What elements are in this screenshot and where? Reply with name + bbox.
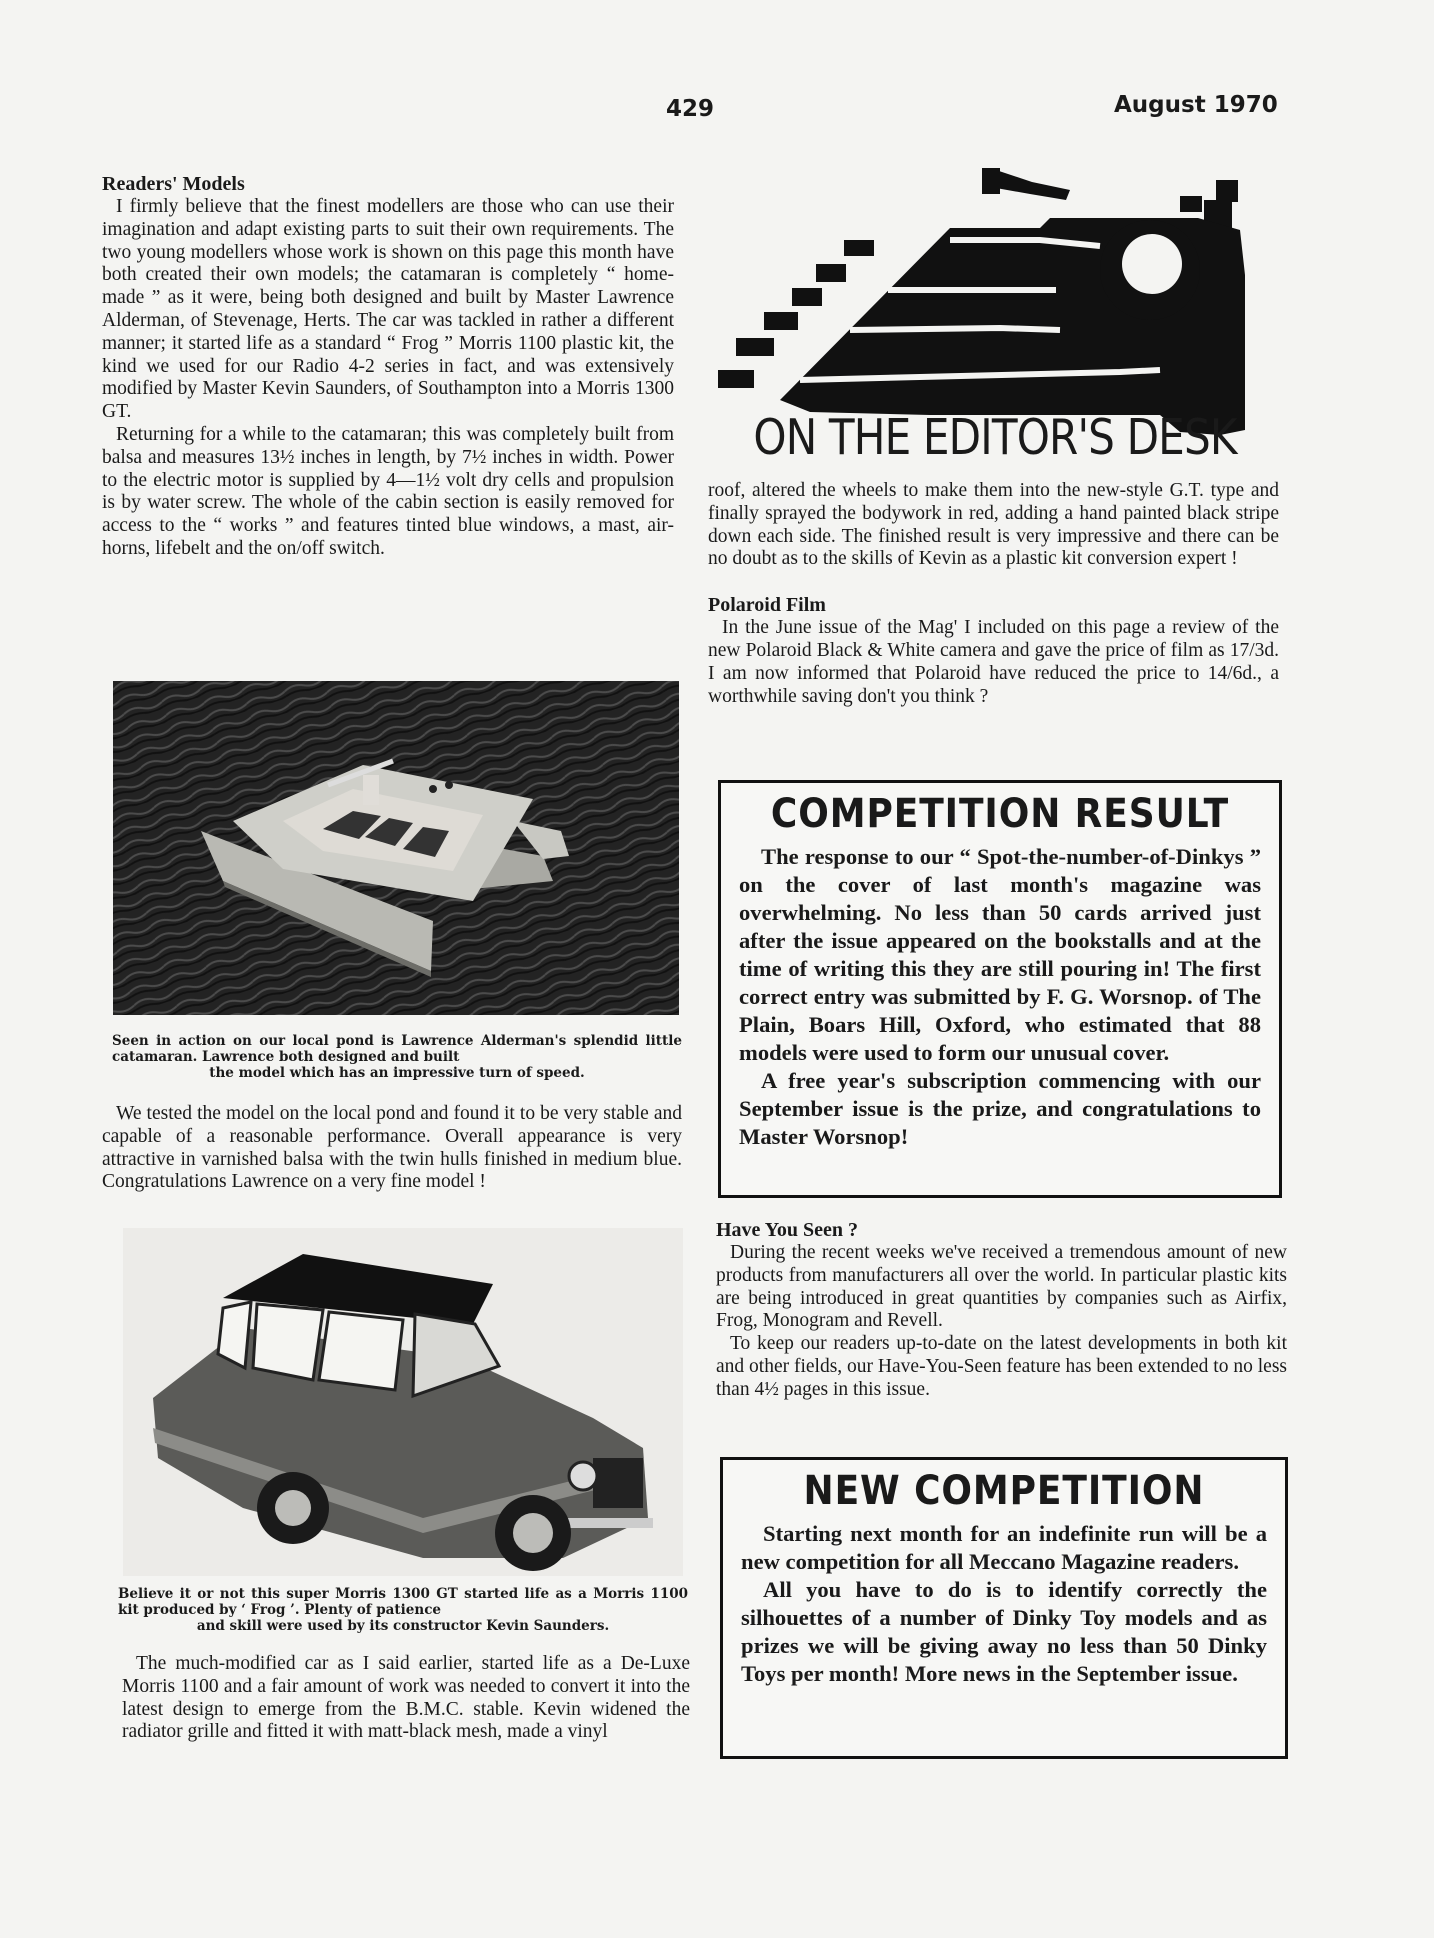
- morris-section: [122, 1653, 690, 1744]
- new-competition-body: [741, 1520, 1267, 1688]
- readers-models-heading: Readers' Models: [102, 173, 245, 195]
- have-you-seen-para-2: To keep our readers up-to-date on the latest developments in both kit and other fields, our Have-You-Seen feature has been extended to no less than 4½ pages in this issue.: [716, 1333, 1287, 1400]
- competition-result-para-2: A free year's subscription commencing with our September issue is the prize, and congratulations to Master Worsnop!: [739, 1068, 1261, 1149]
- polaroid-para: In the June issue of the Mag' I included on this page a review of the new Polaroid Black & White camera and gave the price of film as 17/3d. I am now informed that Polaroid have reduced the price to 14/6d., a worthwhile saving don't you think ?: [708, 617, 1279, 707]
- morris-caption-main: Believe it or not this super Morris 1300 GT started life as a Morris 1100 kit produced by ‘ Frog ’. Plenty of patience: [118, 1586, 688, 1618]
- catamaran-photo: [113, 681, 679, 1015]
- issue-date: August 1970: [1114, 92, 1278, 118]
- readers-models-para-1: I firmly believe that the finest modellers are those who can use their imagination and adapt existing parts to suit their own requirements. The two young modellers whose work is shown on this page this month have both created their own models; the catamaran is completely “ home-made ” as it were, being both designed and built by Master Lawrence Alderman, of Stevenage, Herts. The car was tackled in rather a different manner; it started life as a standard “ Frog ” Morris 1100 plastic kit, the kind we used for our Radio 4-2 series in fact, and was extensively modified by Master Kevin Saunders, of Southampton into a Morris 1300 GT.: [102, 196, 674, 423]
- competition-result-title: COMPETITION RESULT: [770, 791, 1230, 837]
- catamaran-caption-main: Seen in action on our local pond is Lawrence Alderman's splendid little catamaran. Lawrence both designed and built: [112, 1033, 682, 1065]
- competition-result-box: [718, 780, 1282, 1198]
- competition-result-body: [739, 843, 1261, 1151]
- catamaran-test-section: [102, 1103, 682, 1194]
- catamaran-caption: [112, 1033, 682, 1081]
- new-competition-para-1: Starting next month for an indefinite run will be a new competition for all Meccano Magazine readers.: [741, 1521, 1267, 1574]
- editors-desk-title: ON THE EDITOR'S DESK: [753, 409, 1237, 466]
- have-you-seen-para-1: During the recent weeks we've received a tremendous amount of new products from manufacturers all over the world. In particular plastic kits are being introduced in great quantities by companies such as Airfix, Frog, Monogram and Revell.: [716, 1242, 1287, 1332]
- new-competition-title: NEW COMPETITION: [803, 1468, 1205, 1514]
- have-you-seen-heading: Have You Seen ?: [716, 1219, 859, 1241]
- catamaran-test-para: We tested the model on the local pond and found it to be very stable and capable of a reasonable performance. Overall appearance is very attractive in varnished balsa with the twin hulls finished in medium blue. Congratulations Lawrence on a very fine model !: [102, 1103, 682, 1193]
- morris-caption: [118, 1586, 688, 1634]
- readers-models-section: [102, 172, 674, 561]
- have-you-seen-section: [716, 1218, 1287, 1402]
- morris-caption-last: and skill were used by its constructor Kevin Saunders.: [196, 1618, 610, 1634]
- editors-desk-continued: [708, 480, 1279, 708]
- page-number: 429: [666, 96, 715, 122]
- morris-car-photo: [123, 1228, 683, 1576]
- new-competition-box: [720, 1457, 1288, 1759]
- readers-models-para-2: Returning for a while to the catamaran; this was completely built from balsa and measures 13½ inches in length, by 7½ inches in width. Power to the electric motor is supplied by 4—1½ volt dry cells and propulsion is by water screw. The whole of the cabin section is easily removed for access to the “ works ” and features tinted blue windows, a mast, air-horns, lifebelt and the on/off switch.: [102, 423, 674, 559]
- morris-para: The much-modified car as I said earlier, started life as a De-Luxe Morris 1100 and a fair amount of work was needed to convert it into the latest design to emerge from the B.M.C. stable. Kevin widened the radiator grille and fitted it with matt-black mesh, made a vinyl: [122, 1653, 690, 1743]
- polaroid-heading: Polaroid Film: [708, 594, 826, 617]
- competition-result-para-1: The response to our “ Spot-the-number-of-Dinkys ” on the cover of last month's magazine was overwhelming. No less than 50 cards arrived just after the issue appeared on the bookstalls and at the time of writing this they are still pouring in! The first correct entry was submitted by F. G. Worsnop. of The Plain, Boars Hill, Oxford, who estimated that 88 models were used to form our unusual cover.: [739, 844, 1261, 1065]
- morris-continued-para: roof, altered the wheels to make them into the new-style G.T. type and finally sprayed the bodywork in red, adding a hand painted black stripe down each side. The finished result is very impressive and there can be no doubt as to the skills of Kevin as a plastic kit conversion expert !: [708, 480, 1279, 570]
- catamaran-caption-last: the model which has an impressive turn of speed.: [209, 1065, 585, 1081]
- new-competition-para-2: All you have to do is to identify correctly the silhouettes of a number of Dinky Toy models and as prizes we will be giving away no less than 50 Dinky Toys per month! More news in the September issue.: [741, 1577, 1267, 1686]
